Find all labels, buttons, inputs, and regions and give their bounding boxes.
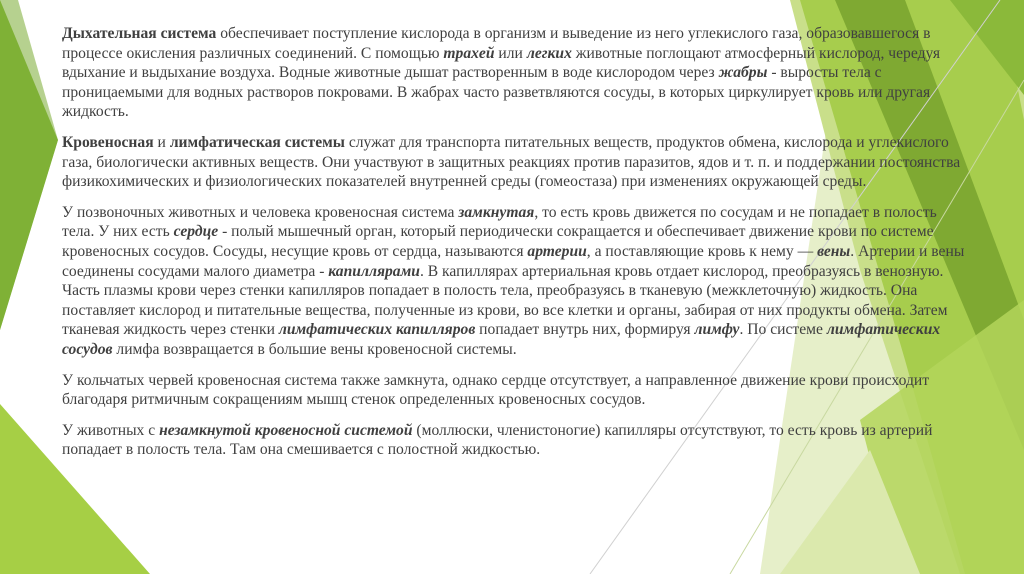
emphasized-term: трахей: [443, 44, 495, 62]
text-run: животные поглощают атмосферный кислород, чередуя вдыхание и выдыхание воздуха. Водные животные дышат растворенным в воде кислородом через: [62, 44, 941, 82]
emphasized-term: артерии: [527, 242, 587, 260]
text-run: (моллюски, членистоногие) капилляры отсутствуют, то есть кровь из артерий попадает в полость тела. Там она смешивается с полостной жидкостью.: [62, 421, 933, 459]
bold-term: лимфатическая системы: [169, 133, 345, 151]
bold-term: Кровеносная: [62, 133, 154, 151]
emphasized-term: сердце: [173, 223, 219, 241]
text-run: У кольчатых червей кровеносная система также замкнута, однако сердце отсутствует, а направленное движение крови происходит благодаря ритмичным сокращениям мышц стенок определенных кровеносных сосудов.: [62, 371, 930, 409]
text-run: , то есть кровь движется по сосудам и не попадает в полость тела. У них есть: [62, 203, 937, 241]
emphasized-term: замкнутая: [458, 203, 535, 221]
emphasized-term: лимфатических сосудов: [62, 321, 941, 358]
emphasized-term: лимфу: [694, 321, 740, 339]
text-run: У животных с: [62, 421, 160, 439]
text-run: . По системе: [739, 321, 827, 339]
emphasized-term: жабры: [718, 64, 768, 82]
text-run: , а поставляющие кровь к нему —: [586, 242, 818, 260]
text-run: - выросты тела с проницаемыми для водных растворов покровами. В жабрах часто разветвляются сосуды, в которых циркулирует кровь или другая жидкость.: [62, 64, 931, 121]
text-run: или: [494, 44, 527, 62]
text-run: У позвоночных животных и человека кровеносная система: [62, 203, 459, 221]
slide-text-body: [62, 24, 967, 471]
bold-term: Дыхательная система: [62, 25, 217, 42]
emphasized-term: лимфатических капилляров: [278, 321, 476, 339]
paragraph-respiratory: [62, 24, 967, 122]
paragraph-circulatory-lymphatic: [62, 133, 967, 192]
emphasized-term: капиллярами: [328, 262, 420, 280]
emphasized-term: легких: [526, 44, 572, 62]
text-run: . В капиллярах артериальная кровь отдает кислород, преобразуясь в венозную. Часть плазмы крови через стенки капилляров попадает в полость тела, преобразуясь в тканевую (межклеточную) жидкость. Она поставляет кислород и питательные вещества, полученные из крови, во все клетки и органы, забирая от них продукты обмена. Затем тканевая жидкость через стенки: [62, 262, 948, 339]
paragraph-vertebrates: [62, 203, 967, 360]
emphasized-term: незамкнутой кровеносной системой: [159, 421, 413, 439]
paragraph-annelids: [62, 371, 967, 410]
text-run: попадает внутрь них, формируя: [475, 321, 695, 339]
text-run: служат для транспорта питательных веществ, продуктов обмена, кислорода и углекислого газа, биологически активных веществ. Они участвуют в защитных реакциях против паразитов, ядов и т. п. и поддержании постоянства физикохимических и физиологических показателей внутренней среды (гомеостаза) при изменениях окружающей среды.: [62, 133, 961, 191]
text-run: лимфа возвращается в большие вены кровеносной системы.: [112, 340, 517, 358]
paragraph-open-system: [62, 421, 967, 460]
emphasized-term: вены: [817, 242, 851, 260]
text-run: и: [153, 133, 170, 151]
text-run: . Артерии и вены соединены сосудами малого диаметра -: [62, 242, 965, 280]
text-run: - полый мышечный орган, который периодически сокращается и обеспечивает движение крови по системе кровеносных сосудов. Сосуды, несущие кровь от сердца, называются: [62, 223, 934, 260]
text-run: обеспечивает поступление кислорода в организм и выведение из него углекислого газа, образовавшегося в процессе окисления различных соединений. С помощью: [62, 25, 931, 62]
